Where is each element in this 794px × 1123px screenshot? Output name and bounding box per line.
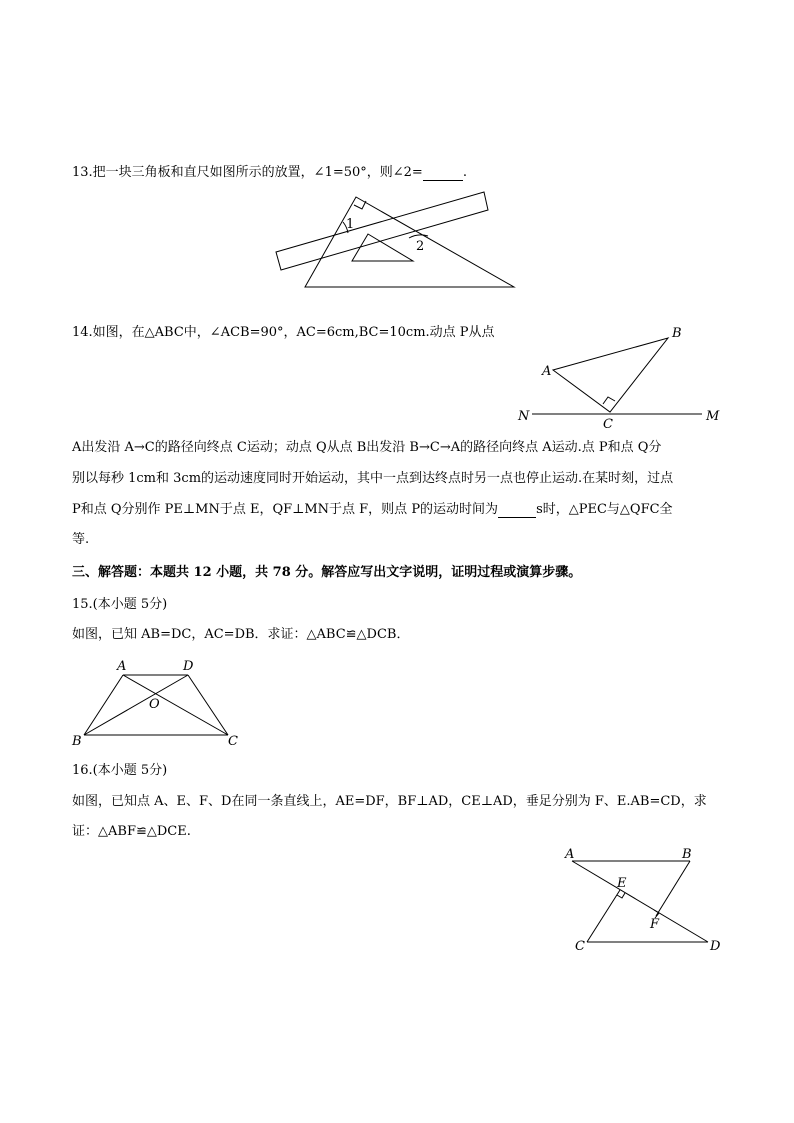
triangle-ruler-inner: [352, 234, 413, 261]
point-a-label: A: [117, 659, 127, 674]
q16-line2: 证：△ABF≌△DCE.: [72, 824, 191, 839]
point-a-label: A: [565, 847, 575, 862]
point-b-label: B: [72, 734, 82, 749]
triangle-abc: [553, 338, 668, 412]
right-angle-mark-c: [603, 397, 615, 404]
q14-line2: A出发沿 A→C的路径向终点 C运动；动点 Q从点 B出发沿 B→C→A的路径向终点 A运动.点 P和点 Q分: [72, 440, 662, 455]
point-c-label: C: [603, 417, 613, 432]
point-f-label: F: [650, 917, 660, 932]
q16-line1: 如图，已知点 A、E、F、D在同一条直线上，AE=DF，BF⊥AD，CE⊥AD，垂足分别为 F、E.AB=CD，求: [72, 794, 707, 809]
q13-question: 13.把一块三角板和直尺如图所示的放置，∠1=50°，则∠2=: [72, 165, 423, 180]
q14-line1: 14.如图，在△ABC中，∠ACB=90°，AC=6cm,BC=10cm.动点 P从点: [72, 325, 495, 340]
point-c-label: C: [228, 734, 238, 749]
q14-answer-blank[interactable]: [498, 503, 536, 518]
segment-dc: [188, 675, 228, 735]
q13-text: 13.把一块三角板和直尺如图所示的放置，∠1=50°，则∠2= .: [72, 165, 467, 180]
q13-figure: [270, 188, 530, 293]
q16-figure: [560, 840, 730, 955]
segment-ad: [572, 861, 708, 942]
q14-figure: [510, 320, 735, 430]
point-e-label: E: [617, 876, 627, 891]
angle-2-label: 2: [416, 239, 425, 254]
segment-ab: [84, 675, 123, 735]
point-m-label: M: [706, 409, 720, 424]
segment-db: [84, 675, 188, 735]
point-n-label: N: [518, 409, 530, 424]
point-a-label: A: [542, 364, 552, 379]
q15-figure: [66, 655, 246, 750]
q14-line4: P和点 Q分别作 PE⊥MN于点 E，QF⊥MN于点 F，则点 P的运动时间为 s时，△PEC与△QFC全: [72, 502, 673, 517]
segment-ce: [587, 890, 620, 942]
point-b-label: B: [682, 847, 692, 862]
section-3-title: 三、解答题：本题共 12 小题，共 78 分。解答应写出文字说明，证明过程或演算步骤。: [72, 565, 582, 580]
q15-text: 如图，已知 AB=DC，AC=DB．求证：△ABC≌△DCB．: [72, 627, 410, 642]
ruler-shape: [276, 192, 488, 270]
segment-bf: [656, 861, 690, 916]
point-b-label: B: [672, 326, 682, 341]
point-d-label: D: [183, 659, 194, 674]
point-c-label: C: [575, 939, 585, 954]
q14-line3: 别以每秒 1cm和 3cm的运动速度同时开始运动，其中一点到达终点时另一点也停止运动.在某时刻，过点: [72, 471, 674, 486]
q15-header: 15.(本小题 5分): [72, 597, 168, 612]
point-d-label: D: [710, 939, 721, 954]
point-o-label: O: [149, 697, 160, 712]
q16-header: 16.(本小题 5分): [72, 763, 168, 778]
triangle-ruler-outer: [305, 197, 514, 287]
segment-ac: [123, 675, 228, 735]
q13-answer-blank[interactable]: [423, 166, 463, 181]
angle-1-label: 1: [346, 217, 355, 232]
q14-line5: 等.: [72, 532, 90, 547]
